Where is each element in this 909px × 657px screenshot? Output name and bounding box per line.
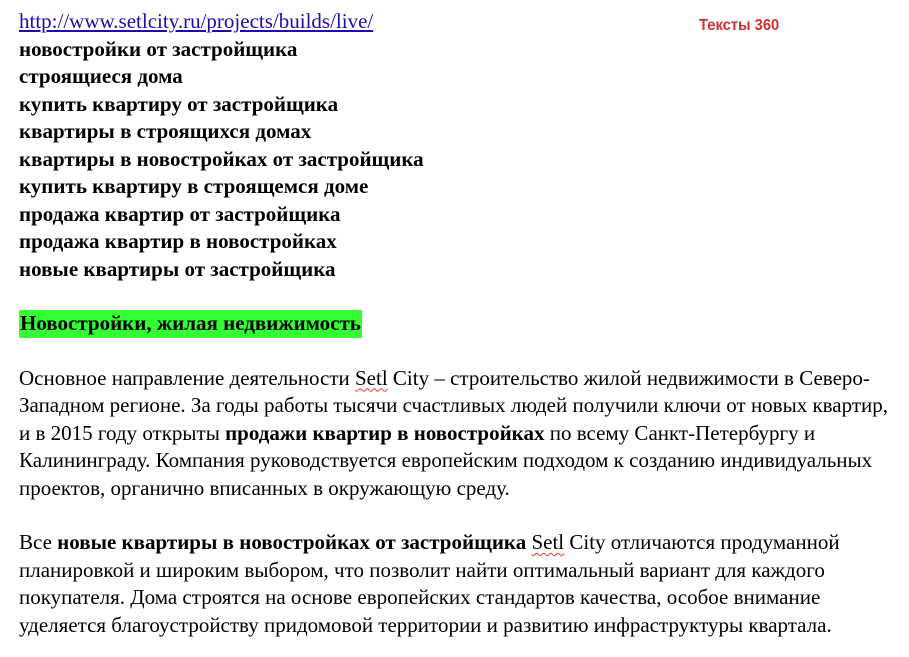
source-url-link[interactable]: http://www.setlcity.ru/projects/builds/live/ [19, 9, 374, 33]
brand-word-misspelled: Setl [355, 365, 388, 390]
keyword-line-5: квартиры в новостройках от застройщика [19, 146, 424, 171]
keyword-line-7: продажа квартир от застройщика [19, 201, 341, 226]
keyword-line-9: новые квартиры от застройщика [19, 256, 336, 281]
section-heading: Новостройки, жилая недвижимость [19, 310, 362, 338]
watermark-label: Тексты 360 [699, 17, 780, 34]
brand-word-misspelled: Setl [531, 530, 565, 554]
keyword-line-1: новостройки от застройщика [19, 36, 298, 61]
bold-keyword: новые квартиры в новостройках от застройщика [57, 530, 527, 554]
keyword-line-8: продажа квартир в новостройках [19, 229, 337, 253]
document-body [19, 8, 904, 639]
keyword-line-4: квартиры в строящихся домах [19, 119, 312, 143]
keyword-line-2: строящиеся дома [19, 64, 183, 88]
paragraph-2: Все новые квартиры в новостройках от застройщика Setl City отличаются продуманной планировкой и широким выбором, что позволит найти оптимальный вариант для каждого покупателя. Дома строятся на основе европейских стандартов качества, особое внимание уделяется благоустройству придомовой территории и развитию инфраструктуры квартала. [19, 530, 840, 637]
keyword-line-3: купить квартиру от застройщика [19, 91, 339, 116]
keyword-line-6: купить квартиру в строящемся доме [19, 174, 369, 198]
bold-keyword: продажи квартир в новостройках [225, 420, 545, 445]
paragraph-1: Основное направление деятельности Setl City – строительство жилой недвижимости в Северо-Западном регионе. За годы работы тысячи счастливых людей получили ключи от новых квартир, и в 2015 году открыты продажи квартир в новостройках по всему Санкт-Петербургу и Калининграду. Компания руководствуется европейским подходом к созданию индивидуальных проектов, органично вписанных в окружающую среду. [19, 365, 889, 500]
